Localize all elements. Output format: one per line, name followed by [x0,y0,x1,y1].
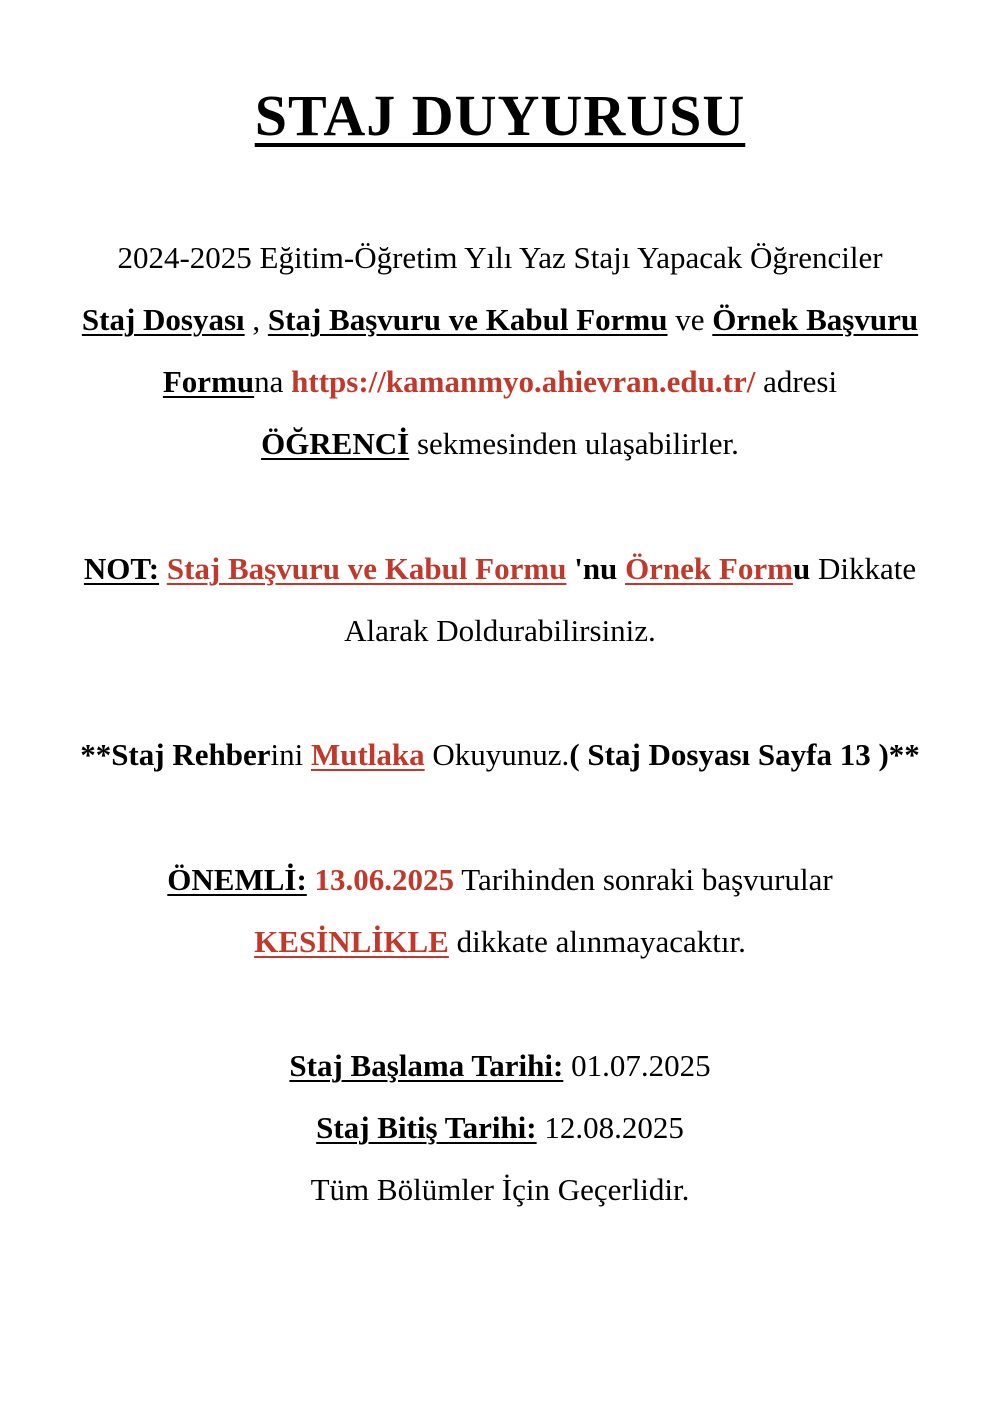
intro-line-2: Staj Dosyası , Staj Başvuru ve Kabul Formu ve Örnek Başvuru [81,302,919,337]
end-date-line [0,1110,1000,1146]
start-date-line [0,1048,1000,1084]
note-line-2: Alarak Doldurabilirsiniz. [344,613,656,648]
staj-dosyasi-link[interactable]: Staj Dosyası [81,302,245,337]
note-form-link[interactable]: Staj Başvuru ve Kabul Formu [166,551,567,586]
guide-line: **Staj Rehberini Mutlaka Okuyunuz.( Staj Dosyası Sayfa 13 )** [80,737,920,772]
note-label: NOT: [83,551,160,586]
end-date-value: 12.08.2025 [536,1110,684,1145]
guide-reference: ( Staj Dosyası Sayfa 13 )** [569,737,920,772]
kesinlikle-text: KESİNLİKLE [254,924,449,959]
intro-line-1: 2024-2025 Eğitim-Öğretim Yılı Yaz Stajı Yapacak Öğrenciler [117,240,883,275]
important-label: ÖNEMLİ: [167,862,307,897]
page-title: STAJ DUYURUSU [254,83,746,148]
mutlaka-text: Mutlaka [310,737,425,772]
end-date-label: Staj Bitiş Tarihi: [316,1110,537,1145]
ornek-basvuru-link[interactable]: Örnek Başvuru [712,302,919,337]
validity-line: Tüm Bölümler İçin Geçerlidir. [310,1172,690,1207]
start-date-value: 01.07.2025 [563,1048,711,1083]
ornek-basvuru-formu-link[interactable]: Formu [162,364,255,399]
deadline-date: 13.06.2025 [314,862,455,897]
staj-rehber-text: Staj Rehber [111,737,271,772]
note-line-1: NOT: Staj Başvuru ve Kabul Formu 'nu Örnek Formu Dikkate [83,551,917,586]
intro-line-4: ÖĞRENCİ sekmesinden ulaşabilirler. [261,426,739,461]
basvuru-kabul-formu-link[interactable]: Staj Başvuru ve Kabul Formu [267,302,668,337]
note-ornek-form-link[interactable]: Örnek Form [625,551,793,586]
ogrenci-tab-label: ÖĞRENCİ [261,426,410,461]
start-date-label: Staj Başlama Tarihi: [289,1048,564,1083]
website-url-link[interactable]: https://kamanmyo.ahievran.edu.tr/ [291,364,756,399]
important-line-2: KESİNLİKLE dikkate alınmayacaktır. [254,924,746,959]
intro-line-3: Formuna https://kamanmyo.ahievran.edu.tr/ adresi [162,364,838,399]
important-line-1: ÖNEMLİ: 13.06.2025 Tarihinden sonraki başvurular [167,862,833,897]
